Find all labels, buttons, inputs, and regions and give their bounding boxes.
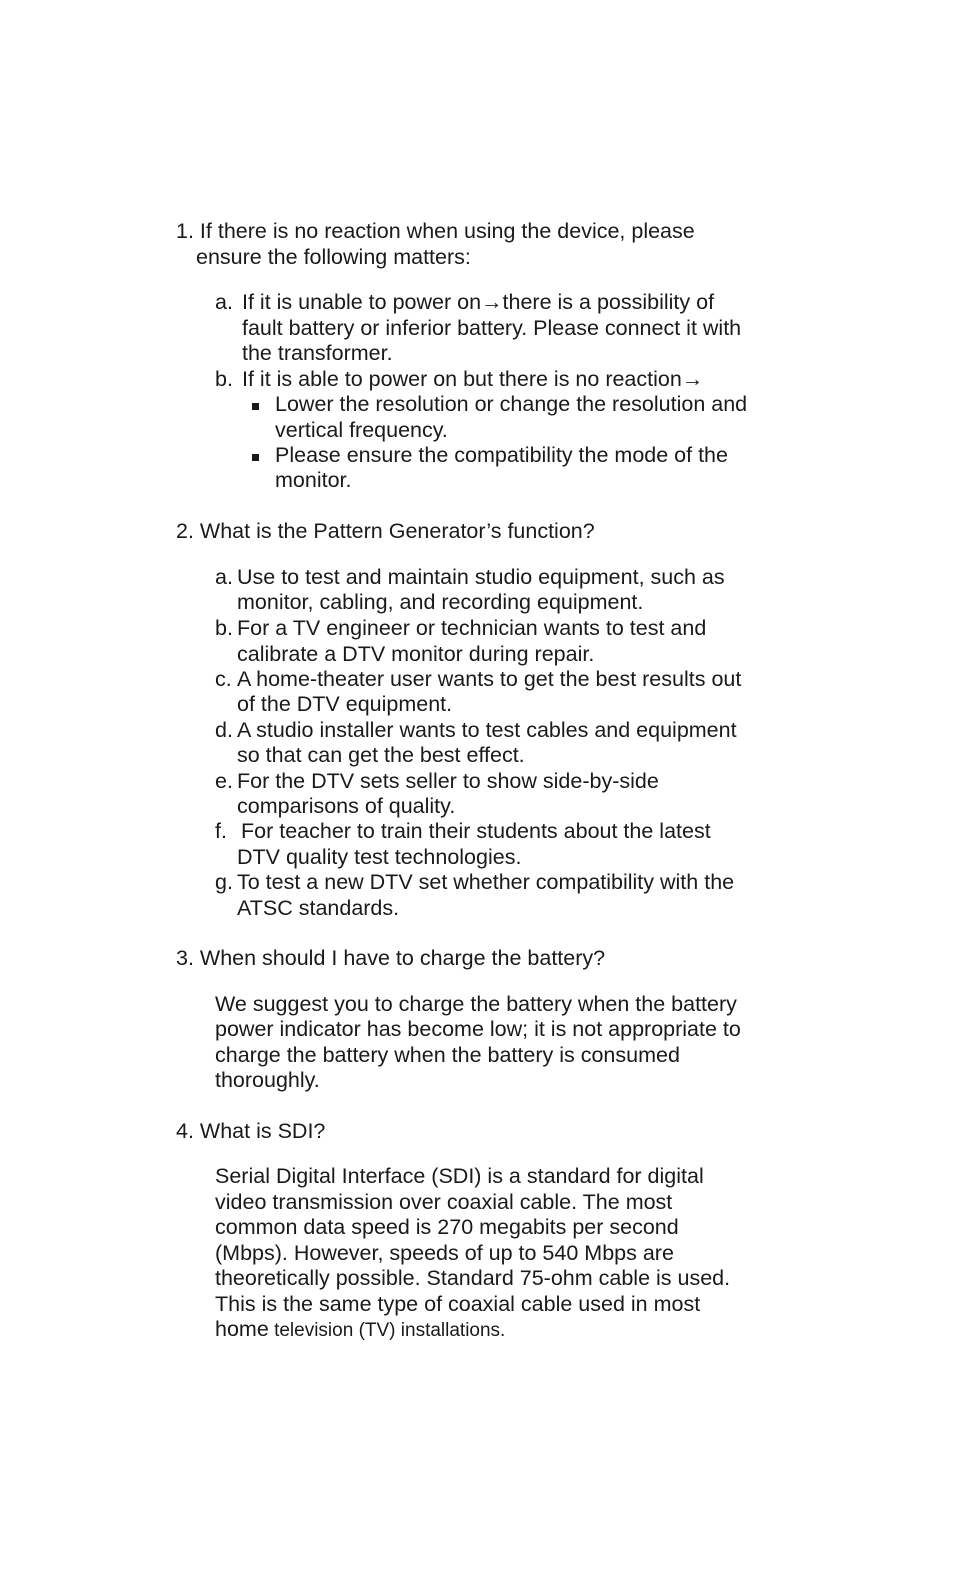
q1-b-bullet-2-line-1: Please ensure the compatibility the mode of the xyxy=(275,443,728,467)
q1-item-b-line-1: If it is able to power on but there is no reaction→ xyxy=(242,367,704,391)
q1-b-bullet-1-line-1: Lower the resolution or change the resolution and xyxy=(275,392,748,416)
q2-item-d-line-2: so that can get the best effect. xyxy=(237,743,525,767)
q4-paragraph-line-6: This is the same type of coaxial cable used in most xyxy=(215,1292,701,1316)
question-1-line-2: ensure the following matters: xyxy=(196,245,471,269)
q1-item-b-label: b. xyxy=(215,367,233,391)
q1-item-a-label: a. xyxy=(215,290,233,314)
q2-item-f-line-2: DTV quality test technologies. xyxy=(237,845,522,869)
q2-item-g-line-1: To test a new DTV set whether compatibility with the xyxy=(237,870,735,894)
q3-paragraph-line-4: thoroughly. xyxy=(215,1068,320,1092)
q1-b-bullet-1-marker xyxy=(252,403,259,410)
q2-item-b-line-2: calibrate a DTV monitor during repair. xyxy=(237,642,595,666)
q2-item-c-line-1: A home-theater user wants to get the best results out xyxy=(237,667,742,691)
q2-item-g-label: g. xyxy=(215,870,233,894)
question-4-number: 4. xyxy=(176,1119,194,1143)
q1-b-bullet-2-marker xyxy=(252,454,259,461)
question-2-line-1: What is the Pattern Generator’s function? xyxy=(199,519,595,543)
q2-item-a-label: a. xyxy=(215,565,233,589)
q3-paragraph-line-1: We suggest you to charge the battery when the battery xyxy=(215,992,737,1016)
q4-paragraph-line-2: video transmission over coaxial cable. The most xyxy=(215,1190,673,1214)
q2-item-d-label: d. xyxy=(215,718,233,742)
q2-item-c-line-2: of the DTV equipment. xyxy=(237,692,453,716)
q3-paragraph-line-2: power indicator has become low; it is not appropriate to xyxy=(215,1017,741,1041)
q1-item-a-line-2: fault battery or inferior battery. Please connect it with xyxy=(242,316,742,340)
q2-item-a-line-2: monitor, cabling, and recording equipment. xyxy=(237,590,644,614)
question-1-number: 1. xyxy=(176,219,194,243)
q1-b-bullet-2-line-2: monitor. xyxy=(275,468,352,492)
q2-item-d-line-1: A studio installer wants to test cables and equipment xyxy=(237,718,737,742)
question-1-line-1: If there is no reaction when using the device, please xyxy=(199,219,695,243)
question-4-line-1: What is SDI? xyxy=(199,1119,326,1143)
q4-paragraph-line-5: theoretically possible. Standard 75-ohm cable is used. xyxy=(215,1266,731,1290)
q1-item-a-line-1: If it is unable to power on→there is a possibility of xyxy=(242,290,715,314)
q4-paragraph-line-1: Serial Digital Interface (SDI) is a standard for digital xyxy=(215,1164,704,1188)
q4-paragraph-line-4: (Mbps). However, speeds of up to 540 Mbps are xyxy=(215,1241,674,1265)
q4-last-line-rest: television (TV) installations. xyxy=(268,1320,506,1341)
question-2-heading xyxy=(176,519,595,545)
q2-item-e-label: e. xyxy=(215,769,233,793)
q2-item-b-line-1: For a TV engineer or technician wants to test and xyxy=(237,616,707,640)
q2-item-f-label: f. xyxy=(215,819,227,843)
q1-item-a-line-3: the transformer. xyxy=(242,341,393,365)
q2-item-e-line-1: For the DTV sets seller to show side-by-side xyxy=(237,769,659,793)
q2-item-a-line-1: Use to test and maintain studio equipment, such as xyxy=(237,565,725,589)
q2-item-g-line-2: ATSC standards. xyxy=(237,896,400,920)
question-3-heading xyxy=(176,946,605,972)
question-2-number: 2. xyxy=(176,519,194,543)
q4-last-line-word: home xyxy=(215,1317,269,1341)
q4-paragraph-line-7 xyxy=(215,1317,505,1344)
question-3-number: 3. xyxy=(176,946,194,970)
q2-item-b-label: b. xyxy=(215,616,233,640)
q3-paragraph-line-3: charge the battery when the battery is consumed xyxy=(215,1043,680,1067)
question-4-heading xyxy=(176,1119,325,1145)
q2-item-f-line-1: For teacher to train their students about the latest xyxy=(241,819,711,843)
q2-item-e-line-2: comparisons of quality. xyxy=(237,794,456,818)
question-3-line-1: When should I have to charge the battery? xyxy=(199,946,606,970)
q1-b-bullet-1-line-2: vertical frequency. xyxy=(275,418,448,442)
q2-item-c-label: c. xyxy=(215,667,232,691)
q4-paragraph-line-3: common data speed is 270 megabits per second xyxy=(215,1215,679,1239)
question-1-heading xyxy=(176,219,695,245)
